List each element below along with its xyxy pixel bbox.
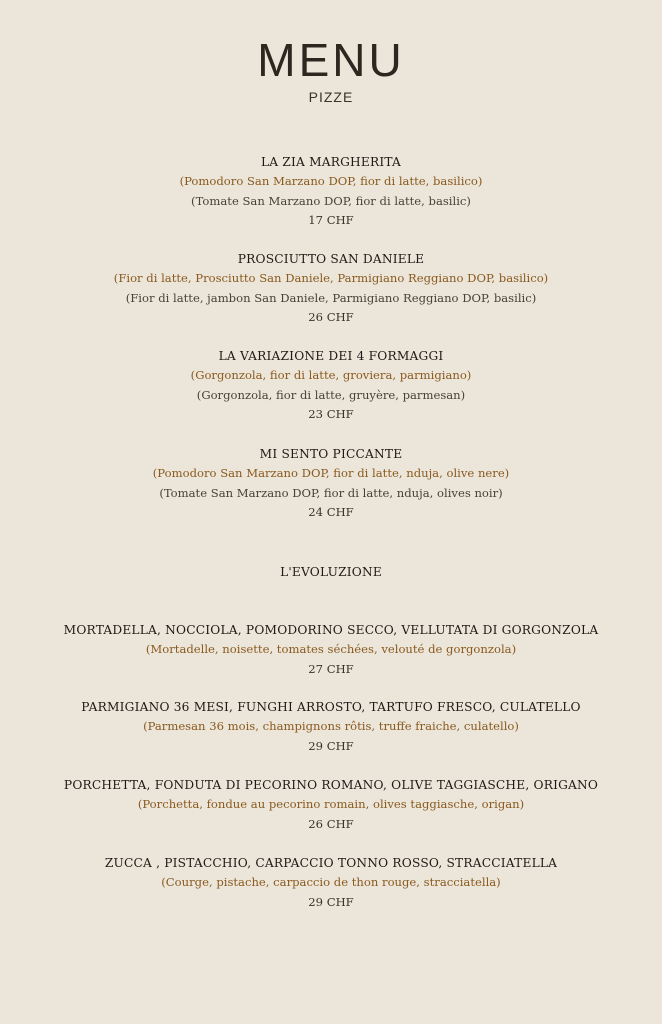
menu-title: MENU [257, 34, 405, 86]
item-price: 26 CHF [308, 310, 354, 324]
menu-item-piccante [0, 444, 662, 523]
item-price: 26 CHF [308, 816, 354, 831]
item-price: 17 CHF [308, 213, 354, 227]
item-description-french: (Fior di latte, jambon San Daniele, Parmigiano Reggiano DOP, basilic) [125, 290, 537, 305]
item-description-french: (Tomate San Marzano DOP, fior di latte, basilic) [191, 193, 471, 208]
item-name: LA ZIA MARGHERITA [260, 155, 402, 169]
item-description: (Mortadelle, noisette, tomates séchées, velouté de gorgonzola) [145, 642, 517, 656]
item-description: (Porchetta, fondue au pecorino romain, olives taggiasche, origan) [137, 797, 525, 811]
item-description-italian: (Fior di latte, Prosciutto San Daniele, Parmigiano Reggiano DOP, basilico) [113, 271, 549, 285]
item-name: PORCHETTA, FONDUTA DI PECORINO ROMANO, OLIVE TAGGIASCHE, ORIGANO [63, 778, 599, 792]
item-price: 29 CHF [308, 738, 354, 753]
item-description-french: (Gorgonzola, fior di latte, gruyère, parmesan) [196, 387, 466, 402]
item-description-italian: (Pomodoro San Marzano DOP, fior di latte, nduja, olive nere) [152, 466, 510, 480]
item-price: 29 CHF [308, 894, 354, 909]
menu-item-porchetta [0, 775, 662, 834]
item-description-italian: (Gorgonzola, fior di latte, groviera, parmigiano) [190, 368, 472, 382]
item-name: PROSCIUTTO SAN DANIELE [237, 252, 425, 266]
item-name: PARMIGIANO 36 MESI, FUNGHI ARROSTO, TARTUFO FRESCO, CULATELLO [81, 700, 581, 714]
menu-item-zucca [0, 853, 662, 912]
menu-subtitle: PIZZE [308, 89, 354, 105]
menu-item-quattro-formaggi [0, 346, 662, 425]
item-name: ZUCCA , PISTACCHIO, CARPACCIO TONNO ROSSO, STRACCIATELLA [104, 856, 558, 870]
menu-item-prosciutto [0, 249, 662, 328]
item-price: 23 CHF [308, 407, 354, 421]
item-name: LA VARIAZIONE DEI 4 FORMAGGI [218, 349, 444, 363]
menu-item-margherita [0, 152, 662, 231]
item-name: MI SENTO PICCANTE [259, 447, 403, 461]
item-description: (Courge, pistache, carpaccio de thon rouge, stracciatella) [161, 875, 501, 889]
item-description-italian: (Pomodoro San Marzano DOP, fior di latte, basilico) [179, 174, 483, 188]
item-price: 24 CHF [308, 505, 354, 519]
menu-item-mortadella [0, 620, 662, 679]
section-title-evoluzione: L'EVOLUZIONE [280, 565, 382, 579]
item-price: 27 CHF [308, 661, 354, 676]
item-name: MORTADELLA, NOCCIOLA, POMODORINO SECCO, VELLUTATA DI GORGONZOLA [63, 623, 599, 637]
item-description-french: (Tomate San Marzano DOP, fior di latte, nduja, olives noir) [159, 485, 503, 500]
menu-item-parmigiano [0, 697, 662, 756]
item-description: (Parmesan 36 mois, champignons rôtis, truffe fraiche, culatello) [143, 719, 519, 733]
